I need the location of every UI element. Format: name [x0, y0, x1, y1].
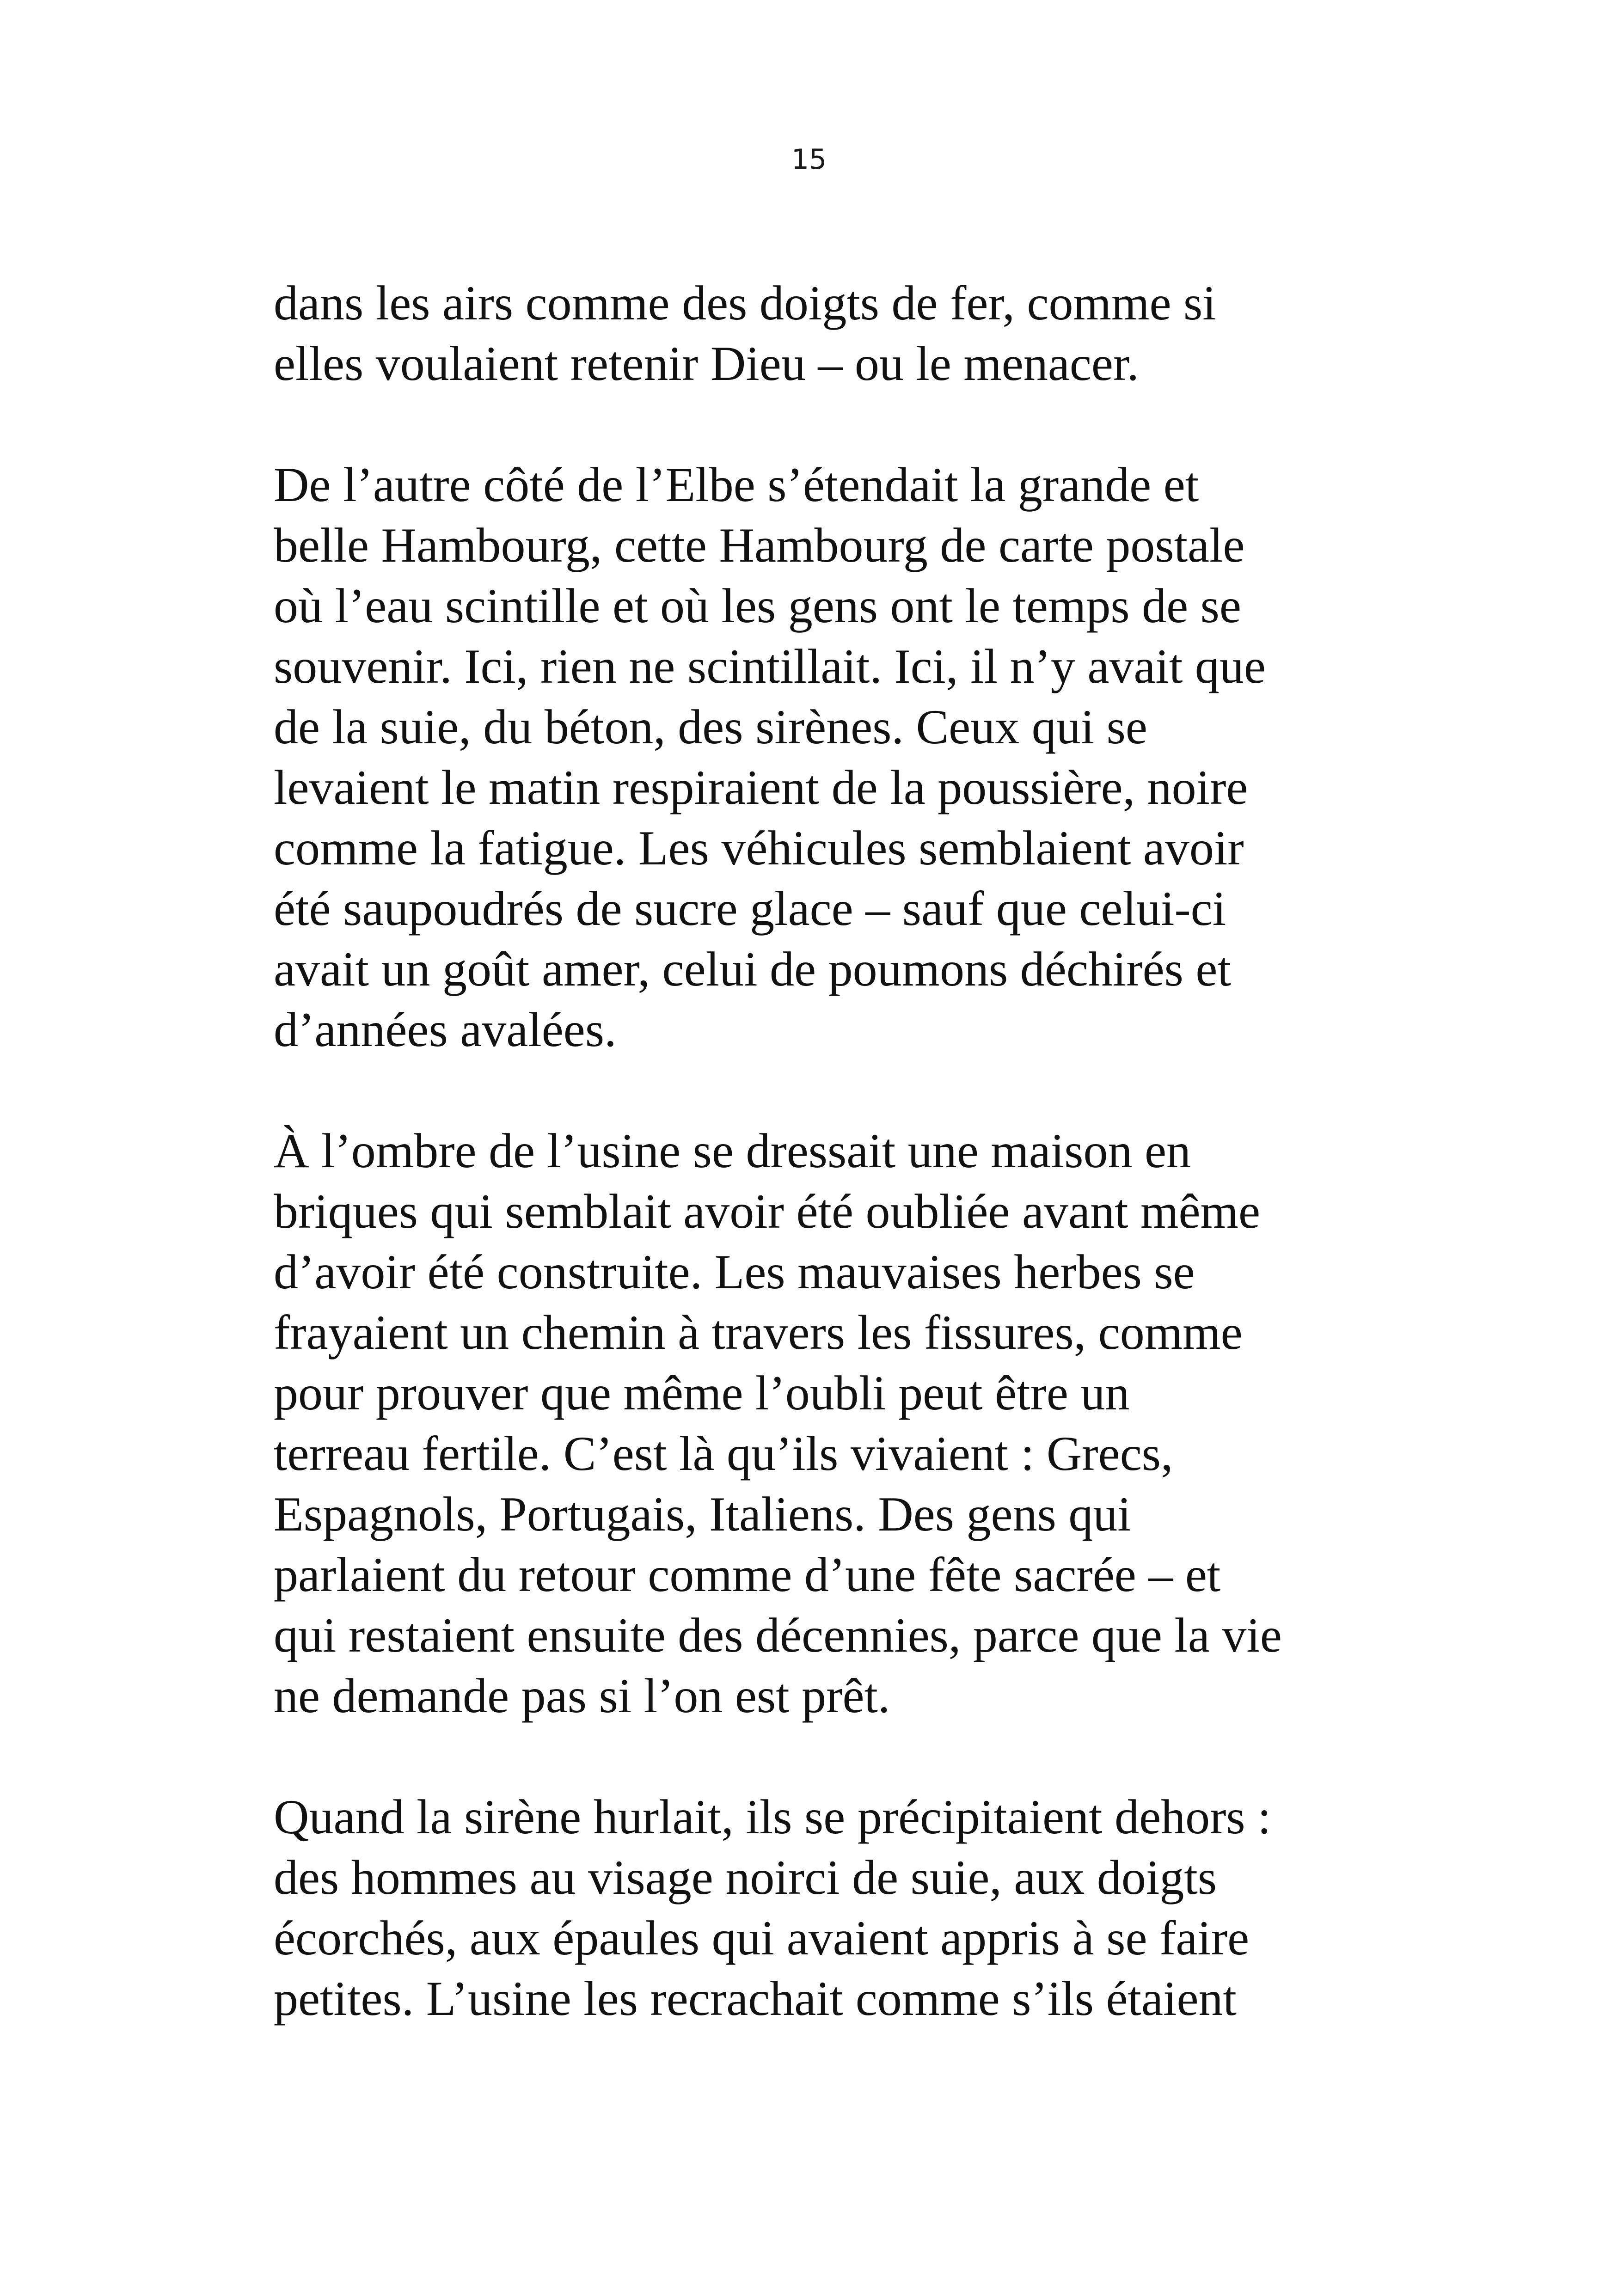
text-line: été saupoudrés de sucre glace – sauf que celui-ci: [274, 882, 1226, 936]
text-line: petites. L’usine les recrachait comme s’ils étaient: [274, 1971, 1237, 2026]
text-line: écorchés, aux épaules qui avaient appris à se faire: [274, 1911, 1250, 1965]
text-line: où l’eau scintille et où les gens ont le temps de se: [274, 579, 1241, 633]
text-line: souvenir. Ici, rien ne scintillait. Ici, il n’y avait que: [274, 639, 1266, 693]
text-line: frayaient un chemin à travers les fissures, comme: [274, 1305, 1243, 1359]
paragraph-3: [274, 1120, 1392, 1726]
text-line: Quand la sirène hurlait, ils se précipitaient dehors :: [274, 1790, 1271, 1844]
paragraph-1: [274, 273, 1392, 394]
text-line: terreau fertile. C’est là qu’ils vivaient : Grecs,: [274, 1427, 1173, 1481]
text-line: comme la fatigue. Les véhicules semblaient avoir: [274, 821, 1244, 875]
text-line: d’années avalées.: [274, 1003, 617, 1057]
paragraph-gap: [274, 394, 1392, 454]
text-line: À l’ombre de l’usine se dressait une maison en: [274, 1124, 1191, 1178]
text-line: De l’autre côté de l’Elbe s’étendait la grande et: [274, 458, 1199, 512]
text-line: parlaient du retour comme d’une fête sacrée – et: [274, 1548, 1221, 1602]
paragraph-gap: [274, 1726, 1392, 1787]
text-line: qui restaient ensuite des décennies, parce que la vie: [274, 1608, 1282, 1662]
text-line: des hommes au visage noirci de suie, aux doigts: [274, 1850, 1217, 1904]
text-line: pour prouver que même l’oubli peut être un: [274, 1366, 1130, 1420]
paragraph-2: [274, 454, 1392, 1060]
page-number: 15: [791, 143, 827, 176]
text-line: d’avoir été construite. Les mauvaises herbes se: [274, 1245, 1195, 1299]
paragraph-gap: [274, 1060, 1392, 1120]
paragraph-4: [274, 1787, 1392, 2029]
text-line: dans les airs comme des doigts de fer, comme si: [274, 276, 1216, 330]
text-line: belle Hambourg, cette Hambourg de carte postale: [274, 518, 1245, 572]
text-line: ne demande pas si l’on est prêt.: [274, 1669, 890, 1723]
text-body: [274, 273, 1392, 2029]
text-line: avait un goût amer, celui de poumons déchirés et: [274, 942, 1231, 996]
text-line: elles voulaient retenir Dieu – ou le menacer.: [274, 337, 1139, 391]
text-line: Espagnols, Portugais, Italiens. Des gens qui: [274, 1487, 1131, 1541]
text-line: levaient le matin respiraient de la poussière, noire: [274, 760, 1248, 814]
text-line: de la suie, du béton, des sirènes. Ceux qui se: [274, 700, 1147, 754]
text-line: briques qui semblait avoir été oubliée avant même: [274, 1184, 1261, 1238]
